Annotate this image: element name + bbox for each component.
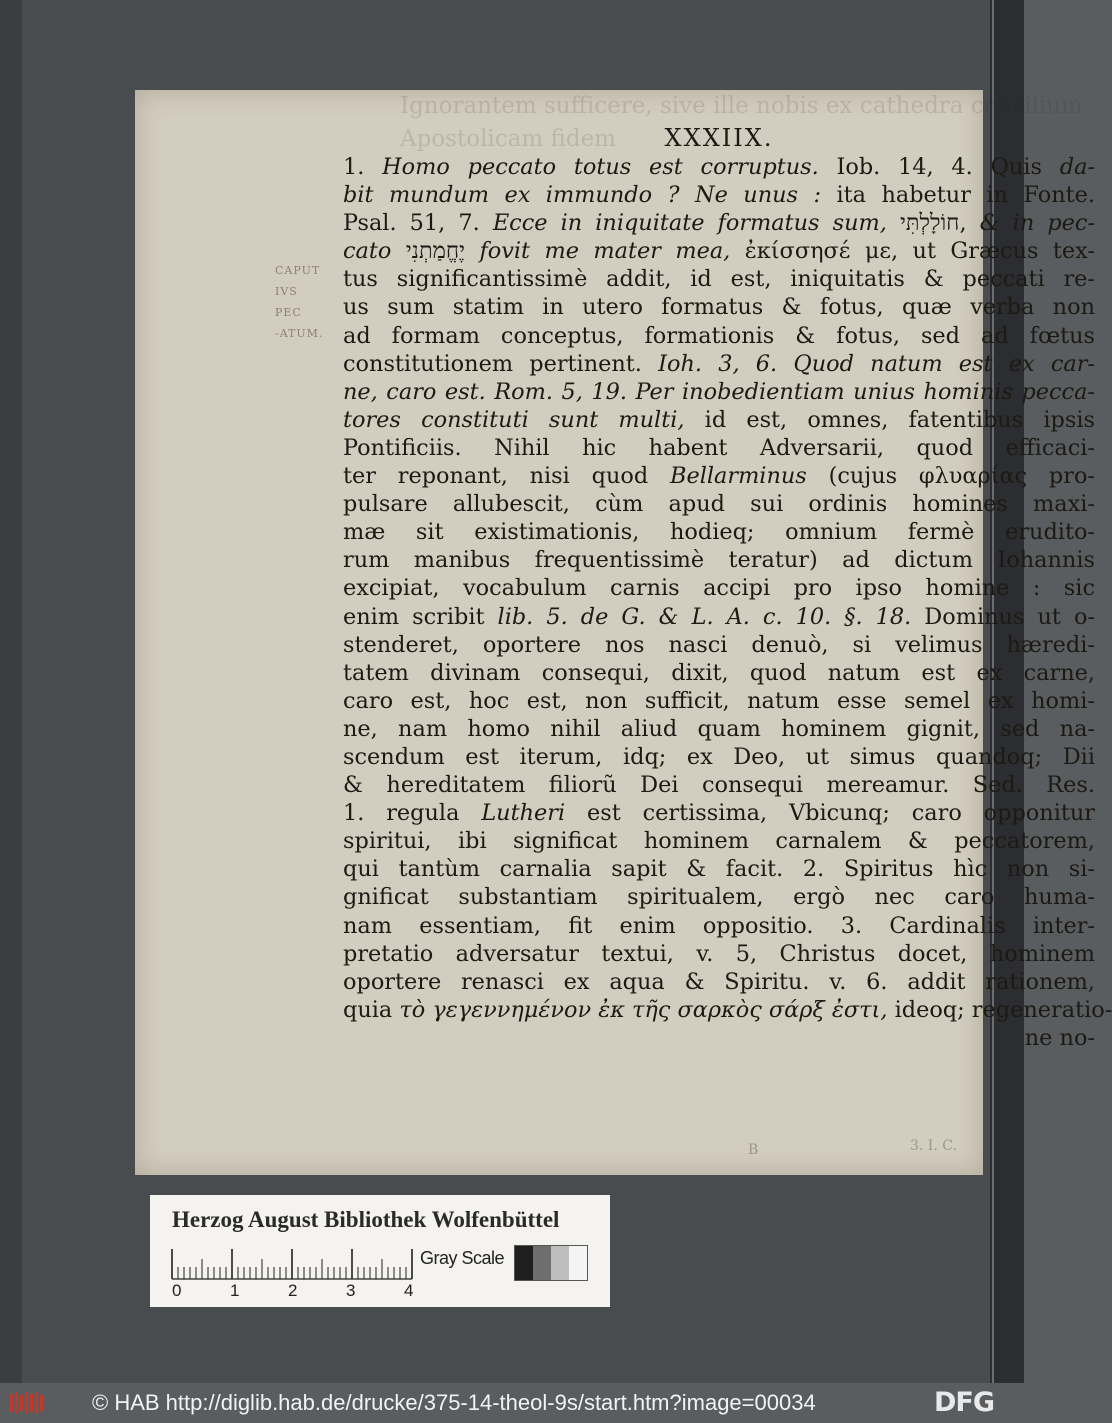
text-line	[343, 293, 1095, 321]
ghost-signature: 3. I. C.	[910, 1138, 957, 1154]
text-line	[343, 434, 1095, 462]
ruler-number: 1	[230, 1281, 240, 1300]
text-segment: bit mundum ex immundo ? Ne unus :	[343, 182, 822, 209]
text-segment: Ecce in iniquitate formatus sum,	[492, 210, 887, 237]
text-segment: pulsare allubescit, cùm apud sui ordinis homines maxi-	[343, 491, 1095, 518]
text-segment: Bellarminus	[669, 463, 807, 490]
text-line	[343, 855, 1095, 883]
text-line	[343, 462, 1095, 490]
text-segment: Homo peccato totus est corruptus.	[382, 154, 819, 180]
text-segment: oportere renasci ex aqua & Spiritu. v. 6. addit rationem,	[343, 968, 1095, 995]
text-segment: יֶחֱמַתְנִי	[391, 238, 480, 265]
text-line	[343, 490, 1095, 518]
text-segment: tus significantissimè addit, id est, iniquitatis & peccati re-	[343, 266, 1095, 293]
text-line	[343, 771, 1095, 799]
text-line	[343, 378, 1095, 406]
text-segment: & in pec-	[979, 210, 1096, 237]
text-segment: stenderet, oportere nos nasci denuò, si velimus hæredi-	[343, 631, 1095, 658]
footer-bar	[0, 1383, 1024, 1423]
text-line	[343, 322, 1095, 350]
text-line	[343, 659, 1095, 687]
text-segment: quia	[343, 996, 400, 1023]
margin-ghost-line: IVS	[275, 285, 298, 298]
copyright-link[interactable]: © HAB http://diglib.hab.de/drucke/375-14-theol-9s/start.htm?image=00034	[92, 1390, 816, 1415]
calibration-card	[150, 1195, 610, 1307]
bleed-line: Apostolicam fidem	[400, 126, 616, 152]
text-segment: 1.	[343, 154, 383, 180]
text-line	[343, 406, 1095, 434]
text-segment: ne no-	[1024, 1024, 1095, 1051]
text-line	[343, 350, 1095, 378]
text-segment: ne, caro est. Rom. 5, 19. Per inobedientiam unius hominis pecca-	[343, 378, 1095, 405]
text-segment: Ioh. 3, 6. Quod natum est ex car-	[658, 350, 1095, 377]
text-segment: qui tantùm carnalia sapit & facit. 2. Spiritus hìc non si-	[343, 856, 1095, 883]
text-line	[343, 912, 1095, 940]
text-line	[343, 546, 1095, 574]
text-line	[343, 265, 1095, 293]
text-line	[343, 743, 1095, 771]
text-line	[343, 603, 1095, 631]
text-line	[343, 968, 1095, 996]
text-segment: ἐκίσσησέ με, ut Græcus tex-	[730, 238, 1095, 265]
bleed-line: Ignorantem sufficere, sive ille nobis ex cathedra consilium	[400, 93, 1083, 119]
text-segment: (cujus φλυαρίας pro-	[806, 463, 1095, 490]
text-line	[343, 631, 1095, 659]
gray-swatch	[551, 1246, 569, 1280]
text-segment: lib. 5. de G. & L. A. c. 10. §. 18.	[497, 603, 912, 630]
scanned-page	[135, 90, 1112, 1175]
margin-ghost-line: PEC	[275, 306, 302, 319]
text-segment: mæ sit existimationis, hodieq; omnium fermè erudito-	[343, 519, 1095, 546]
text-segment: τὸ γεγεννημένον ἐκ τῆς σαρκὸς σάρξ ἐστι,	[399, 996, 888, 1023]
ghost-mark: B	[748, 1142, 759, 1158]
ruler-number: 2	[288, 1281, 298, 1300]
text-segment: rum manibus frequentissimè teratur) ad dictum Iohannis	[343, 547, 1095, 574]
page-text-block	[343, 124, 1112, 1052]
text-segment: cato	[343, 238, 392, 265]
text-segment: excipiat, vocabulum carnis accipi pro ipso homine : sic	[343, 575, 1095, 602]
text-segment: Psal. 51, 7.	[343, 210, 493, 237]
text-segment: Lutheri	[481, 800, 566, 827]
ruler-number: 3	[346, 1281, 356, 1300]
text-line	[343, 687, 1095, 715]
text-line	[343, 181, 1095, 209]
hab-logo-icon[interactable]	[9, 1391, 47, 1415]
ruler-ticks	[172, 1249, 412, 1279]
text-segment: spiritui, ibi significat hominem carnalem & peccatorem,	[343, 828, 1095, 855]
text-segment: ad formam conceptus, formationis & fotus, sed ad fœtus	[343, 322, 1095, 349]
text-segment: constitutionem pertinent.	[343, 350, 659, 377]
text-segment: scendum est iterum, idq; ex Deo, ut simus quandoq; Dii	[343, 743, 1095, 770]
text-line	[343, 574, 1095, 602]
gray-scale-swatches	[514, 1245, 588, 1281]
margin-ghost-line: -ATUM.	[275, 327, 324, 340]
text-line	[343, 996, 1112, 1024]
left-shadow-band	[0, 0, 22, 1383]
text-segment: ter reponant, nisi quod	[343, 463, 670, 490]
page-heading: XXXIIX.	[664, 124, 774, 152]
gray-swatch	[515, 1246, 533, 1280]
text-line	[343, 518, 1095, 546]
text-segment: nam essentiam, fit enim oppositio. 3. Cardinalis inter-	[343, 912, 1095, 939]
text-segment: enim scribit	[343, 603, 498, 630]
gray-swatch	[569, 1246, 587, 1280]
text-segment: est certissima, Vbicunq; caro opponitur	[565, 800, 1095, 827]
text-segment: tatem divinam consequi, dixit, quod natum est ex carne,	[343, 659, 1095, 686]
dfg-logo[interactable]: DFG	[934, 1387, 995, 1418]
text-line	[343, 940, 1095, 968]
ruler-number: 0	[172, 1281, 182, 1300]
text-segment: fovit me mater mea,	[479, 238, 731, 265]
text-segment: id est, omnes, fatentibus ipsis	[684, 406, 1095, 433]
text-segment: caro est, hoc est, non sufficit, natum esse semel ex homi-	[343, 687, 1095, 714]
text-segment: tores constituti sunt multi,	[343, 406, 685, 433]
text-segment: 1. regula	[343, 800, 482, 827]
text-segment: חוֹלָלְתִּי,	[886, 210, 980, 237]
text-line	[343, 883, 1095, 911]
text-segment: Iob. 14, 4. Quis	[818, 154, 1060, 180]
text-line	[343, 827, 1095, 855]
text-line	[343, 715, 1095, 743]
text-line	[343, 153, 1095, 181]
text-segment: ita habetur in Fonte.	[821, 182, 1095, 209]
text-lines	[343, 153, 1112, 1052]
text-segment: da-	[1059, 154, 1096, 180]
margin-ghost-line: CAPUT	[275, 264, 321, 277]
text-segment: Pontificiis. Nihil hic habent Adversarii, quod efficaci-	[343, 434, 1095, 461]
text-segment: & hereditatem filiorũ Dei consequi mereamur. Sed. Res.	[343, 772, 1095, 799]
text-line	[343, 1024, 1095, 1052]
text-segment: ne, nam homo nihil aliud quam hominem gignit, sed na-	[343, 715, 1095, 742]
text-line	[343, 799, 1095, 827]
library-name: Herzog August Bibliothek Wolfenbüttel	[172, 1207, 560, 1232]
text-segment: ideoq; regeneratio-	[887, 996, 1112, 1023]
text-segment: Dominus ut o-	[911, 603, 1095, 630]
margin-ghost-notes	[275, 260, 327, 344]
scale-ruler	[172, 1243, 412, 1281]
text-segment: us sum statim in utero formatus & fotus, quæ verba non	[343, 294, 1095, 321]
text-line	[343, 209, 1095, 237]
gray-scale-label: Gray Scale	[420, 1248, 505, 1268]
text-segment: pretatio adversatur textui, v. 5, Christus docet, hominem	[343, 940, 1095, 967]
ruler-number: 4	[404, 1281, 414, 1300]
gray-swatch	[533, 1246, 551, 1280]
text-segment: gnificat substantiam spiritualem, ergò nec caro huma-	[343, 884, 1095, 911]
text-line	[343, 237, 1095, 265]
